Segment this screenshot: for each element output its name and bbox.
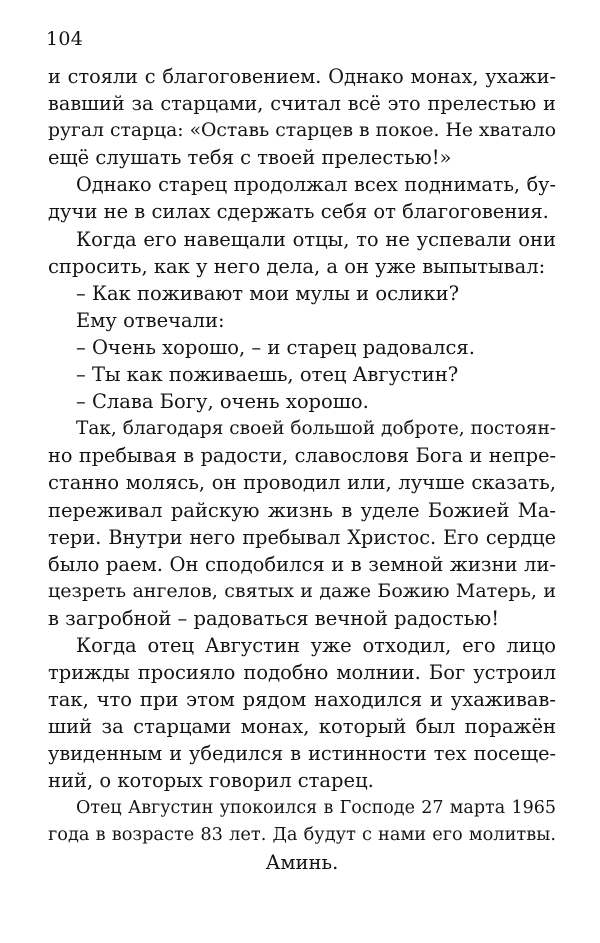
- text-line: было раем. Он сподобился и в земной жизни ли-: [48, 552, 556, 576]
- text-line: спросить, как у него дела, а он уже выпытывал:: [48, 254, 546, 278]
- text-line: – Как поживают мои мулы и ослики?: [76, 281, 460, 305]
- text-line: переживал райскую жизнь в уделе Божией Ма-: [48, 498, 556, 522]
- text-line: – Очень хорошо, – и старец радовался.: [76, 335, 475, 359]
- text-line: ний, о которых говорил старец.: [48, 769, 374, 793]
- text-line: трижды просияло подобно молнии. Бог устроил: [48, 661, 556, 685]
- text-line: Отец Августин упокоился в Господе 27 марта 1965: [76, 797, 556, 818]
- text-line: так, что при этом рядом находился и ухаживав-: [48, 688, 556, 712]
- page-number: 104: [46, 28, 84, 50]
- text-line: – Слава Богу, очень хорошо.: [76, 390, 369, 414]
- text-line: цезреть ангелов, святых и даже Божию Матерь, и: [48, 579, 556, 602]
- text-line: Ему отвечали:: [76, 308, 225, 332]
- text-line: вавший за старцами, считал всё это прелестью и: [48, 92, 556, 116]
- text-line: станно молясь, он проводил или, лучше сказать,: [48, 471, 556, 495]
- text-line: ругал старца: «Оставь старцев в покое. Не хватало: [48, 120, 556, 142]
- text-line: увиденным и убедился в истинности тех посеще-: [48, 742, 556, 766]
- text-line: Аминь.: [265, 850, 339, 874]
- text-line: но пребывая в радости, славословя Бога и непре-: [48, 444, 556, 468]
- text-line: – Ты как поживаешь, отец Августин?: [76, 363, 459, 387]
- text-line: тери. Внутри него пребывал Христос. Его сердце: [48, 525, 556, 549]
- text-line: ший за старцами монах, который был поражён: [48, 715, 556, 739]
- text-line: года в возрасте 83 лет. Да будут с нами его молитвы.: [48, 824, 556, 845]
- body-text: [48, 63, 556, 876]
- text-line: Так, благодаря своей большой доброте, постоян-: [76, 418, 557, 440]
- text-line: в загробной – радоваться вечной радостью!: [48, 606, 500, 630]
- text-line: и стояли с благоговением. Однако монах, ухажи-: [48, 65, 556, 88]
- text-line: ещё слушать тебя с твоей прелестью!»: [48, 146, 452, 170]
- text-line: Когда его навещали отцы, то не успевали они: [76, 227, 556, 251]
- text-line: дучи не в силах сдержать себя от благоговения.: [48, 200, 549, 224]
- text-line: Однако старец продолжал всех поднимать, бу-: [76, 173, 556, 197]
- text-line: Когда отец Августин уже отходил, его лицо: [76, 633, 556, 657]
